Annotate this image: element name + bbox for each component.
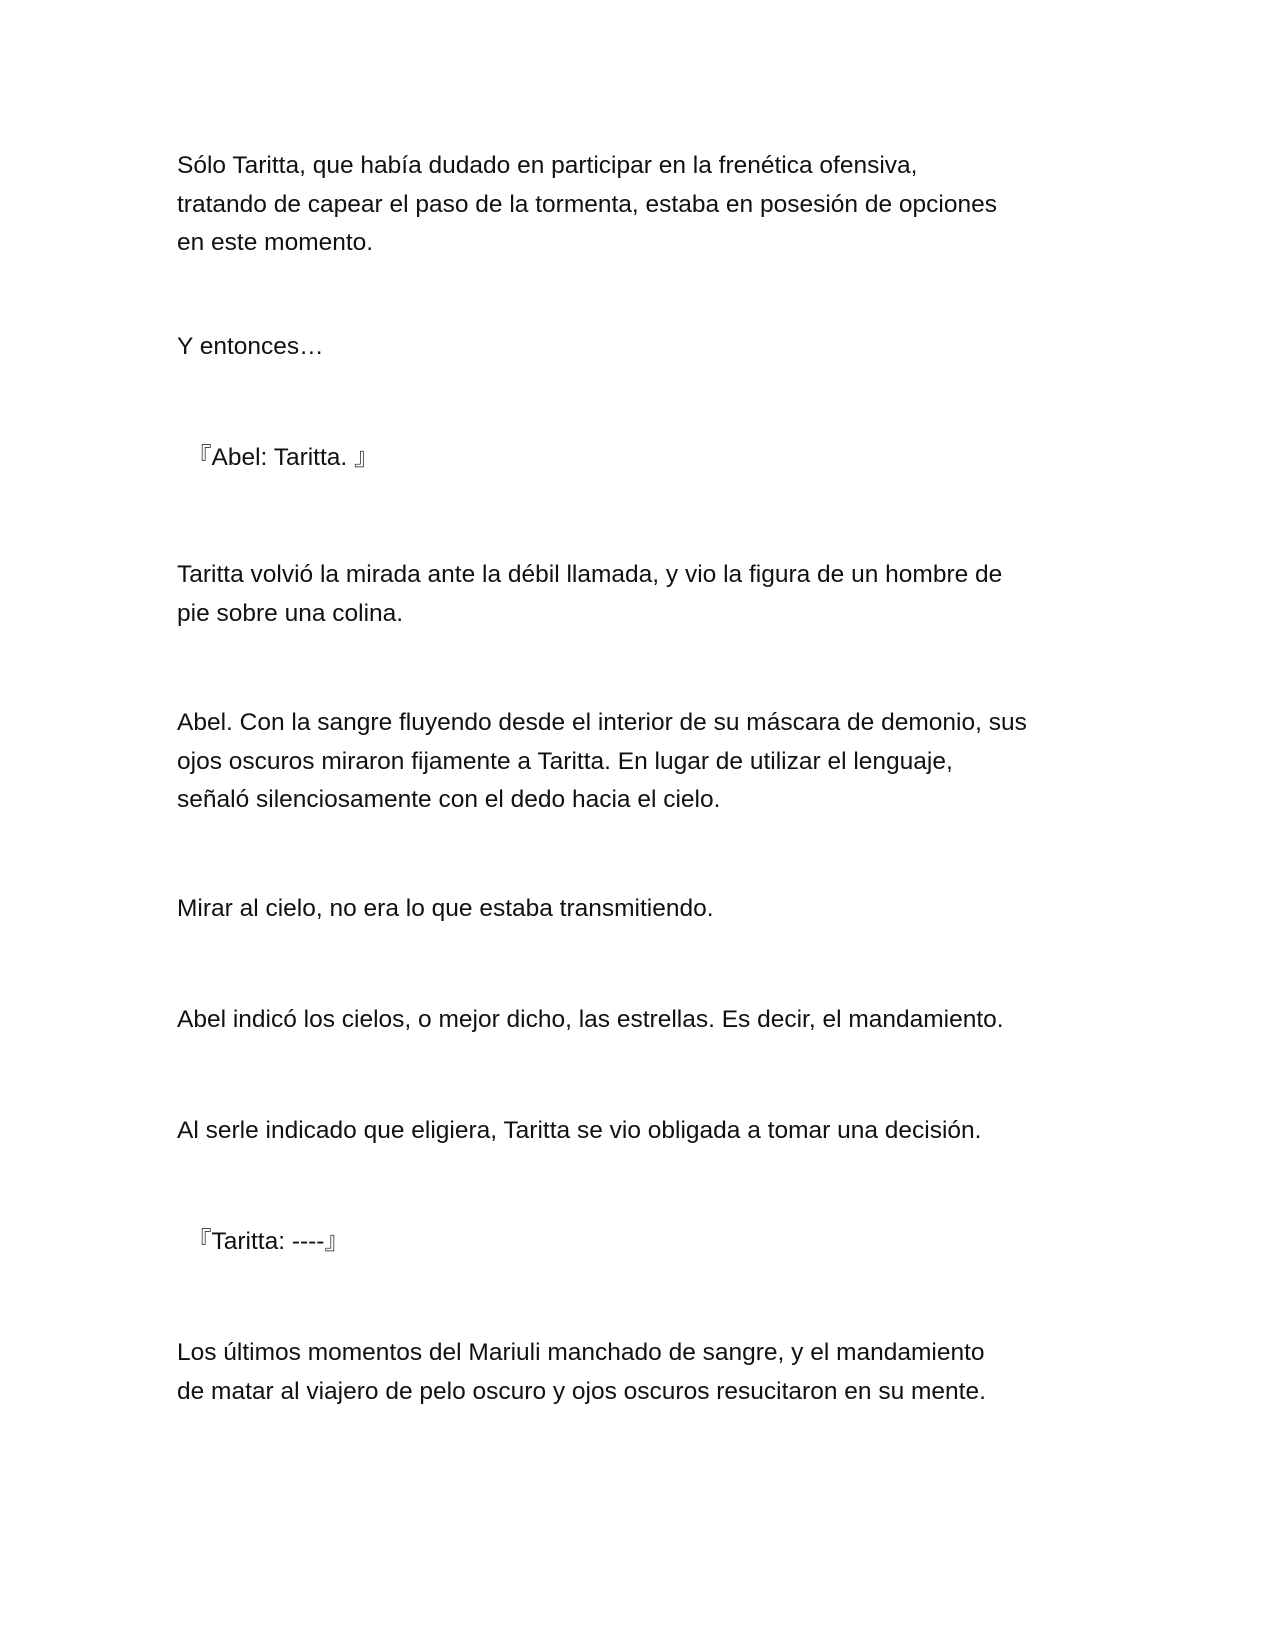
- text-line: en este momento.: [177, 229, 374, 256]
- text-line: señaló silenciosamente con el dedo hacia el cielo.: [177, 786, 721, 813]
- text-line: Taritta volvió la mirada ante la débil llamada, y vio la figura de un hombre de: [177, 561, 1003, 588]
- text-line: Y entonces…: [177, 333, 324, 360]
- paragraph-abel-blood: [177, 704, 1107, 820]
- paragraph-y-entonces: [177, 328, 1107, 367]
- dialogue-abel: [187, 439, 1117, 478]
- paragraph-taritta-looked: [177, 556, 1107, 633]
- paragraph-al-serle: [177, 1112, 1107, 1151]
- text-line: Al serle indicado que eligiera, Taritta se vio obligada a tomar una decisión.: [177, 1117, 982, 1144]
- text-line: 『Taritta: ----』: [187, 1228, 349, 1255]
- paragraph-taritta-options: [177, 147, 1107, 263]
- text-line: Mirar al cielo, no era lo que estaba transmitiendo.: [177, 895, 714, 922]
- text-line: Abel indicó los cielos, o mejor dicho, las estrellas. Es decir, el mandamiento.: [177, 1006, 1004, 1033]
- text-line: pie sobre una colina.: [177, 599, 404, 627]
- text-line: 『Abel: Taritta. 』: [187, 444, 379, 471]
- paragraph-abel-indico: [177, 1001, 1107, 1040]
- paragraph-mirar-al-cielo: [177, 890, 1107, 929]
- text-line: tratando de capear el paso de la tormenta, estaba en posesión de opciones: [177, 190, 997, 218]
- text-line: ojos oscuros miraron fijamente a Taritta. En lugar de utilizar el lenguaje,: [177, 747, 953, 775]
- text-line: Sólo Taritta, que había dudado en participar en la frenética ofensiva,: [177, 152, 918, 179]
- text-line: Los últimos momentos del Mariuli manchado de sangre, y el mandamiento: [177, 1339, 985, 1366]
- text-line: Abel. Con la sangre fluyendo desde el interior de su máscara de demonio, sus: [177, 709, 1027, 736]
- paragraph-ultimos-momentos: [177, 1334, 1107, 1411]
- text-line: de matar al viajero de pelo oscuro y ojos oscuros resucitaron en su mente.: [177, 1377, 986, 1405]
- dialogue-taritta: [187, 1223, 1117, 1262]
